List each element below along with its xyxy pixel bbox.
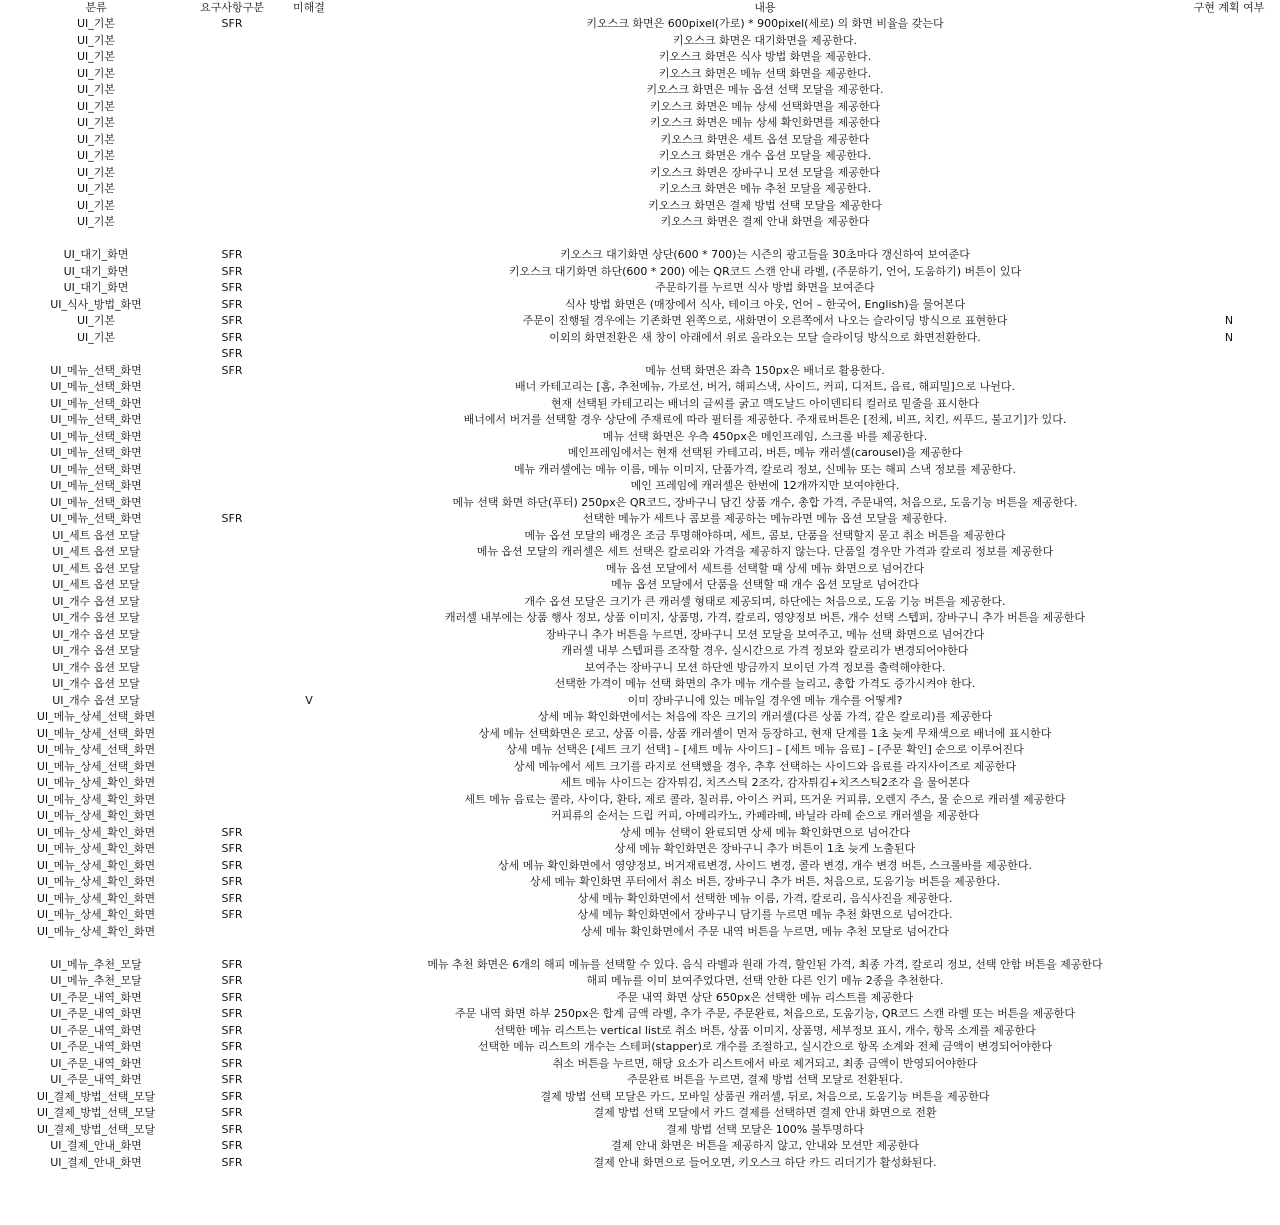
- content-cell: 결제 방법 선택 모달에서 카드 결제를 선택하면 결제 안내 화면으로 전환: [593, 1106, 937, 1119]
- table-row: [0, 973, 1280, 990]
- requirement-type-cell: SFR: [221, 297, 243, 311]
- header-category: 분류: [85, 1, 107, 14]
- content-cell: 키오스크 화면은 대기화면을 제공한다.: [672, 33, 857, 47]
- category-cell: UI_주문_내역_화면: [50, 1073, 142, 1086]
- category-cell: UI_메뉴_선택_화면: [50, 495, 142, 509]
- category-cell: UI_메뉴_상세_선택_화면: [36, 710, 156, 723]
- category-cell: UI_결제_안내_화면: [50, 1139, 142, 1152]
- content-cell: 주문 내역 화면 상단 650px은 선택한 메뉴 리스트를 제공한다: [616, 990, 914, 1004]
- table-row: [0, 792, 1280, 809]
- table-row: [0, 957, 1280, 974]
- content-cell: 메뉴 옵션 모달에서 세트를 선택할 때 상세 메뉴 화면으로 넘어간다: [605, 561, 925, 575]
- table-row: [0, 528, 1280, 545]
- content-cell: 커피류의 순서는 드립 커피, 아메리카노, 카페라떼, 바닐라 라떼 순으로 캐러셀을 제공한다: [551, 809, 979, 822]
- requirement-type-cell: SFR: [221, 512, 243, 525]
- requirement-type-cell: SFR: [221, 1073, 243, 1086]
- content-cell: 상세 메뉴 확인화면에서는 처음에 작은 크기의 캐러셀(다른 상품 가격, 같은 칼로리)를 제공한다: [537, 710, 993, 723]
- category-cell: UI_개수 옵션 모달: [52, 644, 140, 657]
- category-cell: UI_개수 옵션 모달: [52, 693, 140, 707]
- content-cell: 해피 메뉴를 이미 보여주었다면, 선택 안한 다른 인기 메뉴 2종을 추천한다.: [586, 974, 944, 987]
- table-row: [0, 313, 1280, 330]
- category-cell: UI_기본: [76, 182, 116, 195]
- requirement-type-cell: SFR: [221, 1007, 243, 1020]
- content-cell: 키오스크 화면은 600pixel(가로) * 900pixel(세로) 의 화면 비율을 갖는다: [586, 17, 944, 30]
- table-row: [0, 594, 1280, 611]
- table-row: [0, 1155, 1280, 1172]
- table-row: [0, 280, 1280, 297]
- table-row: [0, 16, 1280, 33]
- table-row: [0, 412, 1280, 429]
- table-row: [0, 49, 1280, 66]
- category-cell: UI_메뉴_선택_화면: [50, 462, 142, 476]
- table-row: [0, 82, 1280, 99]
- content-cell: 배너 카테고리는 [홈, 추천메뉴, 가로선, 버거, 해피스낵, 사이드, 커피, 디저트, 음료, 해피밀]으로 나뉜다.: [515, 380, 1015, 393]
- category-cell: UI_기본: [76, 215, 116, 228]
- table-row: [0, 181, 1280, 198]
- table-row: [0, 495, 1280, 512]
- category-cell: UI_결제_방법_선택_모달: [36, 1089, 156, 1103]
- content-cell: 키오스크 화면은 결제 방법 선택 모달을 제공한다: [648, 198, 882, 212]
- category-cell: UI_세트 옵션 모달: [52, 561, 140, 575]
- category-cell: UI_메뉴_선택_화면: [50, 429, 142, 443]
- category-cell: UI_기본: [76, 83, 116, 96]
- content-cell: 메뉴 선택 화면 하단(푸터) 250px은 QR코드, 장바구니 담긴 상품 개수, 총합 가격, 주문내역, 처음으로, 도움기능 버튼을 제공한다.: [452, 495, 1078, 509]
- content-cell: 세트 메뉴 음료는 콜라, 사이다, 환타, 제로 콜라, 칠러류, 아이스 커피, 뜨거운 커피류, 오렌지 주스, 물 순으로 캐러셀 제공한다: [464, 792, 1066, 806]
- content-cell: 상세 메뉴 확인화면에서 선택한 메뉴 이름, 가격, 칼로리, 음식사진을 제공한다.: [577, 891, 953, 905]
- implementation-plan-cell: N: [1224, 330, 1234, 344]
- category-cell: UI_식사_방법_화면: [50, 297, 142, 311]
- table-row: [0, 544, 1280, 561]
- table-row: [0, 858, 1280, 875]
- table-row: [0, 66, 1280, 83]
- content-cell: 상세 메뉴 확인화면에서 영양정보, 버거재료변경, 사이드 변경, 콜라 변경, 개수 변경 버튼, 스크롤바를 제공한다.: [498, 858, 1032, 872]
- category-cell: UI_세트 옵션 모달: [52, 578, 140, 591]
- category-cell: UI_기본: [76, 330, 116, 344]
- category-cell: UI_대기_화면: [63, 264, 129, 278]
- content-cell: 이미 장바구니에 있는 메뉴일 경우엔 메뉴 개수를 어떻게?: [627, 693, 903, 707]
- requirement-type-cell: SFR: [221, 330, 243, 344]
- table-row: [0, 742, 1280, 759]
- content-cell: 주문하기를 누르면 식사 방법 화면을 보여준다: [655, 281, 875, 294]
- content-cell: 메뉴 선택 화면은 우측 450px은 메인프레임, 스크롤 바를 제공한다.: [602, 429, 928, 443]
- category-cell: UI_결제_방법_선택_모달: [36, 1106, 156, 1119]
- header-implementation-plan: 구현 계획 여부: [1193, 1, 1265, 14]
- content-cell: 캐러셀 내부에는 상품 행사 정보, 상품 이미지, 상품명, 가격, 칼로리, 영양정보 버튼, 개수 선택 스텝퍼, 장바구니 추가 버튼을 제공한다: [445, 611, 1085, 624]
- category-cell: UI_기본: [76, 66, 116, 80]
- category-cell: UI_개수 옵션 모달: [52, 677, 140, 690]
- table-row: [0, 99, 1280, 116]
- blank-row: [0, 231, 1280, 248]
- table-row: [0, 264, 1280, 281]
- table-row: [0, 874, 1280, 891]
- requirement-type-cell: SFR: [221, 281, 243, 294]
- requirement-type-cell: SFR: [221, 248, 243, 261]
- table-row: [0, 429, 1280, 446]
- content-cell: 메뉴 캐러셀에는 메뉴 이름, 메뉴 이미지, 단품가격, 칼로리 정보, 신메뉴 또는 해피 스낵 정보를 제공한다.: [513, 462, 1017, 476]
- table-row: [0, 726, 1280, 743]
- content-cell: 캐러셀 내부 스텝퍼를 조작할 경우, 실시간으로 가격 정보와 칼로리가 변경되어야한다: [561, 644, 969, 657]
- requirement-type-cell: SFR: [221, 842, 243, 855]
- content-cell: 상세 메뉴 선택은 [세트 크기 선택] – [세트 메뉴 사이드] – [세트 메뉴 음료] – [주문 확인] 순으로 이루어진다: [506, 743, 1024, 756]
- table-body: [0, 16, 1280, 1171]
- requirement-type-cell: SFR: [221, 875, 243, 888]
- category-cell: UI_기본: [76, 99, 116, 113]
- table-row: [0, 709, 1280, 726]
- requirement-type-cell: SFR: [221, 974, 243, 987]
- category-cell: UI_메뉴_선택_화면: [50, 479, 142, 492]
- requirement-type-cell: SFR: [221, 825, 243, 839]
- table-row: [0, 1006, 1280, 1023]
- content-cell: 메뉴 옵션 모달의 배경은 조금 투명해야하며, 세트, 콤보, 단품을 선택할지 묻고 취소 버튼을 제공한다: [524, 528, 1006, 542]
- table-row: [0, 907, 1280, 924]
- content-cell: 상세 메뉴 확인화면은 장바구니 추가 버튼이 1초 늦게 노출된다: [614, 842, 916, 855]
- table-row: [0, 214, 1280, 231]
- content-cell: 취소 버튼을 누르면, 해당 요소가 리스트에서 바로 제거되고, 최종 금액이 반영되어야한다: [552, 1056, 978, 1070]
- table-row: [0, 1138, 1280, 1155]
- category-cell: UI_메뉴_상세_확인_화면: [36, 825, 156, 839]
- table-row: [0, 841, 1280, 858]
- table-row: [0, 693, 1280, 710]
- table-row: [0, 610, 1280, 627]
- category-cell: UI_메뉴_상세_선택_화면: [36, 743, 156, 756]
- content-cell: 결제 안내 화면은 버튼을 제공하지 않고, 안내와 모션만 제공한다: [611, 1139, 919, 1152]
- table-row: [0, 198, 1280, 215]
- table-row: [0, 825, 1280, 842]
- requirement-type-cell: SFR: [221, 264, 243, 278]
- table-row: [0, 379, 1280, 396]
- category-cell: UI_메뉴_상세_확인_화면: [36, 924, 156, 938]
- category-cell: UI_메뉴_선택_화면: [50, 512, 142, 525]
- content-cell: 키오스크 화면은 메뉴 상세 선택화면을 제공한다: [649, 99, 880, 113]
- category-cell: UI_메뉴_추천_모달: [50, 957, 142, 971]
- table-row: [0, 990, 1280, 1007]
- table-row: [0, 148, 1280, 165]
- content-cell: 상세 메뉴 확인화면에서 장바구니 담기를 누르면 메뉴 추천 화면으로 넘어간다.: [577, 908, 953, 921]
- blank-row: [0, 940, 1280, 957]
- requirement-type-cell: SFR: [221, 363, 243, 377]
- category-cell: UI_기본: [76, 314, 116, 327]
- category-cell: UI_기본: [76, 17, 116, 30]
- category-cell: UI_메뉴_선택_화면: [50, 446, 142, 459]
- table-row: [0, 297, 1280, 314]
- table-row: [0, 1089, 1280, 1106]
- category-cell: UI_기본: [76, 149, 116, 162]
- requirement-type-cell: SFR: [221, 1139, 243, 1152]
- category-cell: UI_개수 옵션 모달: [52, 611, 140, 624]
- category-cell: UI_주문_내역_화면: [50, 990, 142, 1004]
- category-cell: UI_메뉴_상세_확인_화면: [36, 891, 156, 905]
- table-row: [0, 676, 1280, 693]
- category-cell: UI_메뉴_상세_선택_화면: [36, 759, 156, 773]
- category-cell: UI_메뉴_선택_화면: [50, 413, 142, 426]
- content-cell: 상세 메뉴 확인화면에서 주문 내역 버튼을 누르면, 메뉴 추천 모달로 넘어간다: [581, 924, 949, 938]
- content-cell: 키오스크 화면은 메뉴 옵션 선택 모달을 제공한다.: [646, 83, 884, 96]
- requirement-type-cell: SFR: [221, 1155, 243, 1169]
- implementation-plan-cell: N: [1224, 314, 1234, 327]
- category-cell: UI_개수 옵션 모달: [52, 627, 140, 641]
- category-cell: UI_기본: [76, 132, 116, 146]
- requirement-type-cell: SFR: [221, 1089, 243, 1103]
- requirement-type-cell: SFR: [221, 957, 243, 971]
- category-cell: UI_기본: [76, 116, 116, 129]
- category-cell: UI_메뉴_상세_확인_화면: [36, 875, 156, 888]
- table-row: [0, 33, 1280, 50]
- content-cell: 이외의 화면전환은 새 창이 아래에서 위로 올라오는 모달 슬라이딩 방식으로 화면전환한다.: [549, 330, 981, 344]
- content-cell: 현재 선택된 카테고리는 배너의 글씨를 굵고 맥도날드 아이덴티티 컬러로 밑줄을 표시한다: [550, 396, 980, 410]
- category-cell: UI_개수 옵션 모달: [52, 660, 140, 674]
- table-row: [0, 115, 1280, 132]
- table-row: [0, 759, 1280, 776]
- table-row: [0, 511, 1280, 528]
- requirement-type-cell: SFR: [221, 858, 243, 872]
- category-cell: UI_개수 옵션 모달: [52, 594, 140, 608]
- category-cell: UI_메뉴_상세_확인_화면: [36, 792, 156, 806]
- category-cell: UI_주문_내역_화면: [50, 1040, 142, 1053]
- category-cell: UI_메뉴_선택_화면: [50, 363, 142, 377]
- content-cell: 키오스크 화면은 결제 안내 화면을 제공한다: [660, 215, 870, 228]
- content-cell: 배너에서 버거를 선택할 경우 상단에 주재료에 따라 필터를 제공한다. 주재료버튼은 [전체, 비프, 치킨, 씨푸드, 불고기]가 있다.: [463, 413, 1067, 426]
- content-cell: 메뉴 추천 화면은 6개의 해피 메뉴를 선택할 수 있다. 음식 라벨과 원래 가격, 할인된 가격, 최종 가격, 칼로리 정보, 선택 안함 버튼을 제공한다: [427, 957, 1103, 971]
- content-cell: 식사 방법 화면은 (매장에서 식사, 테이크 아웃, 언어 – 한국어, English)을 물어본다: [564, 297, 966, 311]
- table-row: [0, 247, 1280, 264]
- requirement-type-cell: SFR: [221, 1106, 243, 1119]
- content-cell: 키오스크 화면은 세트 옵션 모달을 제공한다: [660, 132, 870, 146]
- table-row: [0, 808, 1280, 825]
- requirement-type-cell: SFR: [221, 1023, 243, 1037]
- requirement-type-cell: SFR: [221, 347, 243, 360]
- table-row: [0, 330, 1280, 347]
- content-cell: 키오스크 화면은 메뉴 선택 화면을 제공한다.: [658, 66, 872, 80]
- content-cell: 결제 방법 선택 모달은 카드, 모바일 상품권 캐러셀, 뒤로, 처음으로, 도움기능 버튼을 제공한다: [540, 1089, 990, 1103]
- category-cell: UI_주문_내역_화면: [50, 1056, 142, 1070]
- content-cell: 주문이 진행될 경우에는 기존화면 왼쪽으로, 새화면이 오른쪽에서 나오는 슬라이딩 방식으로 표현한다: [522, 314, 1008, 327]
- table-row: [0, 478, 1280, 495]
- table-row: [0, 577, 1280, 594]
- category-cell: UI_메뉴_상세_확인_화면: [36, 908, 156, 921]
- content-cell: 키오스크 대기화면 상단(600 * 700)는 시즌의 광고들을 30초마다 갱신하여 보여준다: [560, 248, 970, 261]
- content-cell: 개수 옵션 모달은 크기가 큰 캐러셀 형태로 제공되며, 하단에는 처음으로, 도움 기능 버튼을 제공한다.: [524, 594, 1006, 608]
- category-cell: UI_메뉴_상세_확인_화면: [36, 842, 156, 855]
- content-cell: 키오스크 화면은 개수 옵션 모달을 제공한다.: [658, 149, 872, 162]
- header-unresolved: 미해결: [293, 1, 325, 14]
- content-cell: 메뉴 옵션 모달에서 단품을 선택할 때 개수 옵션 모달로 넘어간다: [611, 578, 919, 591]
- category-cell: UI_주문_내역_화면: [50, 1007, 142, 1020]
- content-cell: 메인 프레임에 캐러셀은 한번에 12개까지만 보여야한다.: [630, 479, 900, 492]
- category-cell: UI_기본: [76, 50, 116, 63]
- table-row: [0, 462, 1280, 479]
- requirement-type-cell: SFR: [221, 314, 243, 327]
- content-cell: 상세 메뉴 확인화면 푸터에서 취소 버튼, 장바구니 추가 버튼, 처음으로, 도움기능 버튼을 제공한다.: [529, 875, 1001, 888]
- category-cell: UI_메뉴_선택_화면: [50, 380, 142, 393]
- category-cell: UI_메뉴_추천_모달: [50, 974, 142, 987]
- content-cell: 선택한 가격이 메뉴 선택 화면의 추가 메뉴 개수를 늘리고, 총합 가격도 증가시켜야 한다.: [554, 677, 976, 690]
- category-cell: UI_메뉴_상세_확인_화면: [36, 776, 156, 789]
- category-cell: UI_세트 옵션 모달: [52, 528, 140, 542]
- header-requirement-type: 요구사항구분: [200, 1, 264, 14]
- content-cell: 보여주는 장바구니 모션 하단엔 방금까지 보이던 가격 정보를 출력해야한다.: [584, 660, 946, 674]
- content-cell: 주문 내역 화면 하부 250px은 합계 금액 라벨, 추가 주문, 주문완료, 처음으로, 도움기능, QR코드 스캔 라벨 또는 버튼을 제공한다: [454, 1007, 1075, 1020]
- requirement-type-cell: SFR: [221, 891, 243, 905]
- category-cell: UI_기본: [76, 165, 116, 179]
- table-row: [0, 561, 1280, 578]
- category-cell: UI_기본: [76, 33, 116, 47]
- category-cell: UI_주문_내역_화면: [50, 1023, 142, 1037]
- content-cell: 키오스크 대기화면 하단(600 * 200) 에는 QR코드 스캔 안내 라벨, (주문하기, 언어, 도움하기) 버튼이 있다: [508, 264, 1022, 278]
- table-row: [0, 346, 1280, 363]
- content-cell: 키오스크 화면은 메뉴 추천 모달을 제공한다.: [658, 182, 872, 195]
- table-row: [0, 1072, 1280, 1089]
- requirement-type-cell: SFR: [221, 17, 243, 30]
- content-cell: 세트 메뉴 사이드는 감자튀김, 치즈스틱 2조각, 감자튀김+치즈스틱2조각 을 물어본다: [560, 776, 970, 789]
- category-cell: UI_대기_화면: [63, 248, 129, 261]
- table-row: [0, 627, 1280, 644]
- content-cell: 키오스크 화면은 장바구니 모션 모달을 제공한다: [649, 165, 880, 179]
- content-cell: 장바구니 추가 버튼을 누르면, 장바구니 모션 모달을 보여주고, 메뉴 선택 화면으로 넘어간다: [545, 627, 985, 641]
- category-cell: UI_메뉴_상세_선택_화면: [36, 726, 156, 740]
- content-cell: 상세 메뉴 선택화면은 로고, 상품 이름, 상품 캐러셀이 먼저 등장하고, 현재 단계를 1초 늦게 무채색으로 배너에 표시한다: [478, 726, 1052, 740]
- table-row: [0, 363, 1280, 380]
- content-cell: 선택한 메뉴 리스트의 개수는 스테퍼(stapper)로 개수를 조절하고, 실시간으로 항목 소계와 전체 금액이 변경되어야한다: [477, 1040, 1053, 1053]
- requirement-type-cell: SFR: [221, 1056, 243, 1070]
- table-row: [0, 924, 1280, 941]
- unresolved-cell: V: [305, 693, 313, 707]
- requirement-type-cell: SFR: [221, 1122, 243, 1136]
- table-row: [0, 660, 1280, 677]
- content-cell: 주문완료 버튼을 누르면, 결제 방법 선택 모달로 전환된다.: [627, 1073, 903, 1086]
- requirement-type-cell: SFR: [221, 908, 243, 921]
- category-cell: UI_메뉴_상세_확인_화면: [36, 858, 156, 872]
- table-row: [0, 1023, 1280, 1040]
- table-row: [0, 396, 1280, 413]
- table-row: [0, 165, 1280, 182]
- content-cell: 메뉴 옵션 모달의 캐러셀은 세트 선택은 칼로리와 가격을 제공하지 않는다. 단품일 경우만 가격과 칼로리 정보를 제공한다: [476, 545, 1054, 558]
- category-cell: UI_결제_안내_화면: [50, 1155, 142, 1169]
- requirement-type-cell: SFR: [221, 1040, 243, 1053]
- table-row: [0, 891, 1280, 908]
- content-cell: 결제 방법 선택 모달은 100% 불투명하다: [666, 1122, 864, 1136]
- content-cell: 메뉴 선택 화면은 좌측 150px은 배너로 활용한다.: [645, 363, 885, 377]
- content-cell: 선택한 메뉴가 세트나 콤보를 제공하는 메뉴라면 메뉴 옵션 모달을 제공한다.: [582, 512, 948, 525]
- header-row: [0, 0, 1280, 16]
- table-row: [0, 1039, 1280, 1056]
- table-row: [0, 775, 1280, 792]
- content-cell: 결제 안내 화면으로 들어오면, 키오스크 하단 카드 리더기가 활성화된다.: [593, 1155, 937, 1169]
- category-cell: UI_세트 옵션 모달: [52, 545, 140, 558]
- table-row: [0, 445, 1280, 462]
- category-cell: UI_대기_화면: [63, 281, 129, 294]
- table-row: [0, 643, 1280, 660]
- table-row: [0, 1056, 1280, 1073]
- content-cell: 메인프레임에서는 현재 선택된 카테고리, 버튼, 메뉴 캐러셀(carousel)을 제공한다: [567, 446, 963, 459]
- category-cell: UI_메뉴_상세_확인_화면: [36, 809, 156, 822]
- content-cell: 상세 메뉴에서 세트 크기를 라지로 선택했을 경우, 추후 선택하는 사이드와 음료를 라지사이즈로 제공한다: [513, 759, 1017, 773]
- table-row: [0, 132, 1280, 149]
- category-cell: UI_기본: [76, 198, 116, 212]
- table-row: [0, 1122, 1280, 1139]
- requirement-type-cell: SFR: [221, 990, 243, 1004]
- category-cell: UI_결제_방법_선택_모달: [36, 1122, 156, 1136]
- category-cell: UI_메뉴_선택_화면: [50, 396, 142, 410]
- content-cell: 선택한 메뉴 리스트는 vertical list로 취소 버튼, 상품 이미지, 상품명, 세부정보 표시, 개수, 항목 소계를 제공한다: [494, 1023, 1036, 1037]
- header-content: 내용: [754, 1, 776, 14]
- content-cell: 상세 메뉴 선택이 완료되면 상세 메뉴 확인화면으로 넘어간다: [619, 825, 911, 839]
- content-cell: 키오스크 화면은 식사 방법 화면을 제공한다.: [658, 50, 872, 63]
- content-cell: 키오스크 화면은 메뉴 상세 확인화면를 제공한다: [649, 116, 880, 129]
- table-row: [0, 1105, 1280, 1122]
